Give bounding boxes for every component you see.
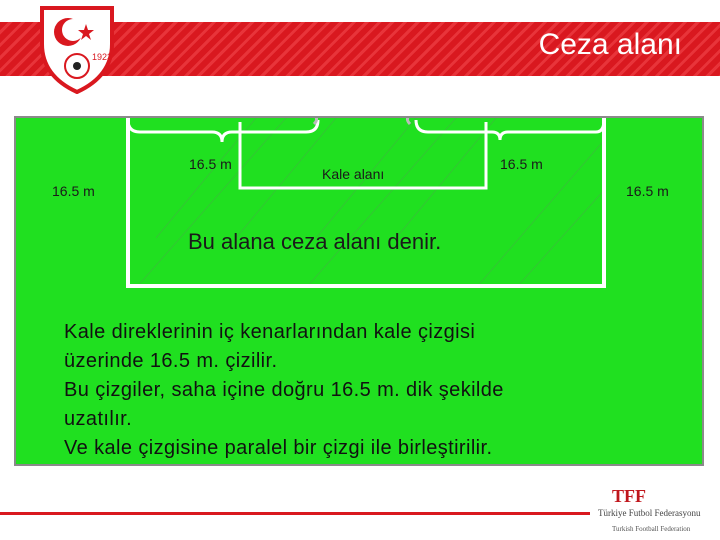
penalty-area-line xyxy=(128,118,604,286)
right-brace xyxy=(416,120,604,140)
crest-year: 1923 xyxy=(92,52,113,62)
description xyxy=(64,318,684,463)
description-line: Kale direklerinin iç kenarlarından kale çizgisi xyxy=(64,321,476,343)
label-goal-area: Kale alanı xyxy=(322,166,385,182)
label-right-outer: 16.5 m xyxy=(626,183,669,199)
penalty-area-statement: Bu alana ceza alanı denir. xyxy=(188,229,442,254)
federation-name: Türkiye Futbol Federasyonu xyxy=(598,508,701,518)
tff-logo: TFF xyxy=(612,486,646,506)
page-title: Ceza alanı xyxy=(538,28,682,61)
description-line: üzerinde 16.5 m. çizilir. xyxy=(64,350,278,372)
description-line: uzatılır. xyxy=(64,408,133,430)
description-line: Bu çizgiler, saha içine doğru 16.5 m. dik şekilde xyxy=(64,379,504,401)
federation-name-en: Turkish Football Federation xyxy=(612,525,691,533)
tff-crest-icon xyxy=(38,4,116,94)
label-left-outer: 16.5 m xyxy=(52,183,95,199)
description-line: Ve kale çizgisine paralel bir çizgi ile birleştirilir. xyxy=(64,437,493,459)
label-left-inner: 16.5 m xyxy=(189,156,232,172)
left-brace xyxy=(128,120,318,142)
footer-divider xyxy=(0,512,590,515)
label-right-inner: 16.5 m xyxy=(500,156,543,172)
